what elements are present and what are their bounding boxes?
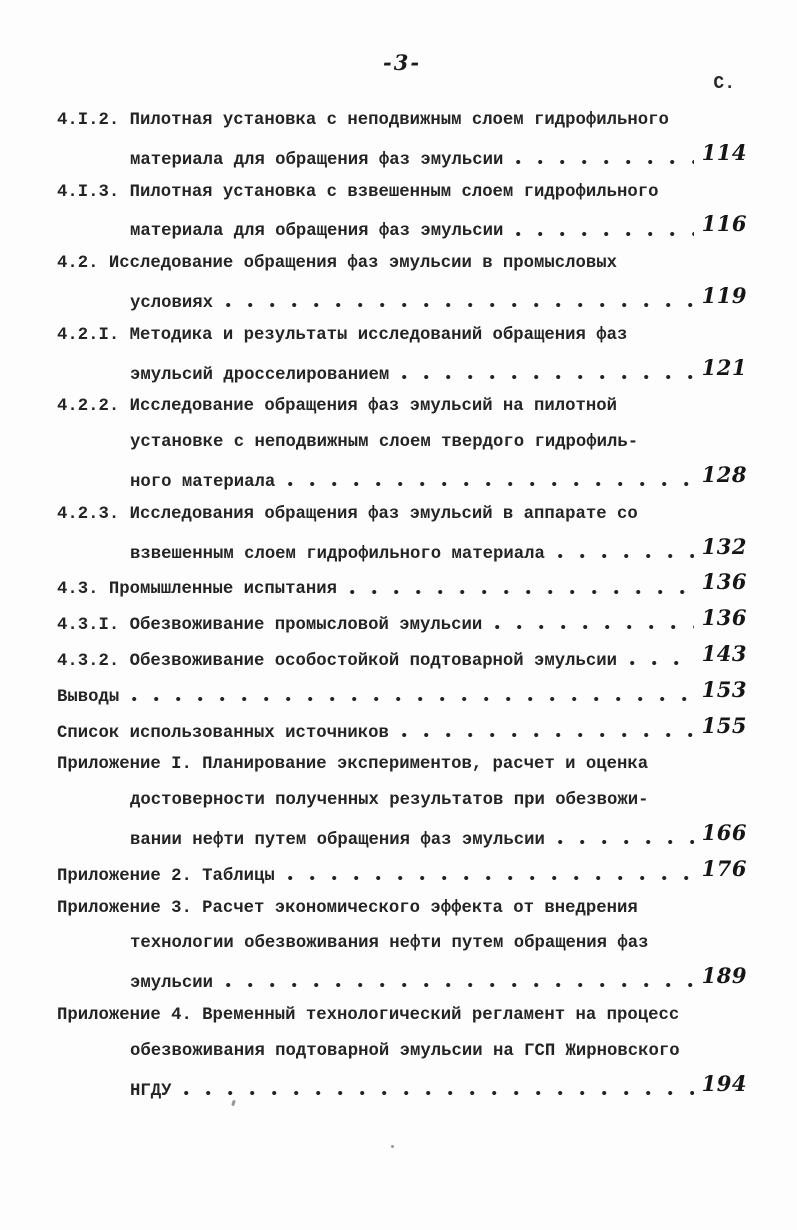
toc-line: [57, 712, 747, 748]
page-number-value: 136: [701, 569, 747, 595]
toc-line-text: 4.3.2. Обезвоживание особостойкой подтоварной эмульсии: [57, 651, 618, 671]
dot-leader: [288, 482, 693, 486]
page-number-value: 132: [701, 533, 747, 559]
page-number-value: 189: [701, 963, 747, 989]
page-column-label: С.: [713, 74, 735, 94]
page-number-value: 155: [701, 712, 747, 738]
toc-line-text: взвешенным слоем гидрофильного материала: [130, 544, 545, 564]
toc-line: [57, 640, 747, 676]
dot-leader: [132, 697, 693, 701]
toc-line: [57, 604, 747, 640]
toc-line-text: Приложение I. Планирование экспериментов, расчет и оценка: [57, 755, 649, 775]
toc-line: [57, 998, 747, 1034]
dot-leader: [516, 232, 693, 236]
toc-line: [57, 819, 747, 855]
page-number-value: 143: [701, 640, 747, 666]
toc-line-text: эмульсий дросселированием: [130, 365, 390, 385]
toc-line: [57, 1070, 747, 1106]
page-number-value: 153: [701, 676, 747, 702]
toc-line: [57, 497, 747, 533]
toc-line: [57, 425, 747, 461]
page-number-value: 136: [701, 605, 747, 631]
toc-line: [57, 139, 747, 175]
toc-line-text: НГДУ: [130, 1081, 172, 1101]
toc-line-text: Приложение 3. Расчет экономического эффекта от внедрения: [57, 898, 638, 918]
page-number-value: 114: [701, 139, 747, 165]
toc-line-text: 4.2.2. Исследование обращения фаз эмульсий на пилотной: [57, 397, 618, 417]
table-of-contents: [57, 103, 747, 1105]
dot-leader: [350, 590, 694, 594]
toc-line-text: достоверности полученных результатов при обезвожи-: [130, 791, 649, 811]
dot-leader: [558, 554, 694, 558]
toc-line-text: 4.3. Промышленные испытания: [57, 580, 338, 600]
toc-line-text: 4.I.3. Пилотная установка с взвешенным слоем гидрофильного: [57, 182, 659, 202]
page-number-value: 194: [701, 1070, 747, 1096]
toc-line: [57, 103, 747, 139]
dot-leader: [630, 661, 694, 665]
toc-line-text: установке с неподвижным слоем твердого гидрофиль-: [130, 433, 639, 453]
toc-line-text: материала для обращения фаз эмульсии: [130, 150, 504, 170]
toc-line: [57, 855, 747, 891]
toc-line: [57, 318, 747, 354]
toc-line-text: Приложение 2. Таблицы: [57, 866, 275, 886]
page-number-value: 166: [701, 819, 747, 845]
dot-leader: [402, 375, 693, 379]
toc-line: [57, 354, 747, 390]
toc-line-text: эмульсии: [130, 974, 213, 994]
toc-line-text: 4.3.I. Обезвоживание промысловой эмульсии: [57, 616, 483, 636]
toc-line-text: обезвоживания подтоварной эмульсии на ГСП Жирновского: [130, 1041, 680, 1061]
toc-line: [57, 1034, 747, 1070]
toc-line: [57, 926, 747, 962]
toc-line: [57, 962, 747, 998]
dot-leader: [402, 733, 694, 737]
page-number-value: 116: [701, 211, 747, 237]
toc-line: [57, 461, 747, 497]
toc-line: [57, 533, 747, 569]
dot-leader: [495, 625, 693, 629]
toc-line-text: 4.2.I. Методика и результаты исследований обращения фаз: [57, 325, 628, 345]
toc-line-text: технологии обезвоживания нефти путем обращения фаз: [130, 934, 649, 954]
toc-line: [57, 282, 747, 318]
toc-line: [57, 568, 747, 604]
toc-line: [57, 676, 747, 712]
toc-line-text: 4.2.3. Исследования обращения фаз эмульсий в аппарате со: [57, 504, 638, 524]
toc-line: [57, 783, 747, 819]
dot-leader: [184, 1091, 693, 1095]
toc-line-text: вании нефти путем обращения фаз эмульсии: [130, 830, 545, 850]
page-number-value: 121: [701, 354, 747, 380]
dot-leader: [226, 983, 694, 987]
toc-line: [57, 210, 747, 246]
toc-line: [57, 389, 747, 425]
scan-speck: [391, 1145, 394, 1148]
page-number-value: 176: [701, 855, 747, 881]
page-number-header: -3-: [383, 50, 422, 75]
toc-line-text: Список использованных источников: [57, 723, 389, 743]
toc-line: [57, 747, 747, 783]
toc-line-text: Выводы: [57, 687, 120, 707]
toc-line: [57, 246, 747, 282]
toc-line-text: Приложение 4. Временный технологический регламент на процесс: [57, 1005, 680, 1025]
toc-line: [57, 891, 747, 927]
dot-leader: [226, 303, 694, 307]
toc-line: [57, 175, 747, 211]
toc-line-text: условиях: [130, 293, 213, 313]
page-number-value: 119: [701, 282, 747, 308]
toc-line-text: материала для обращения фаз эмульсии: [130, 222, 504, 242]
toc-line-text: ного материала: [130, 472, 276, 492]
toc-line-text: 4.I.2. Пилотная установка с неподвижным слоем гидрофильного: [57, 111, 669, 130]
dot-leader: [558, 840, 694, 844]
dot-leader: [516, 160, 693, 164]
dot-leader: [288, 876, 694, 880]
page-number-value: 128: [701, 461, 747, 487]
toc-line-text: 4.2. Исследование обращения фаз эмульсии в промысловых: [57, 254, 618, 274]
